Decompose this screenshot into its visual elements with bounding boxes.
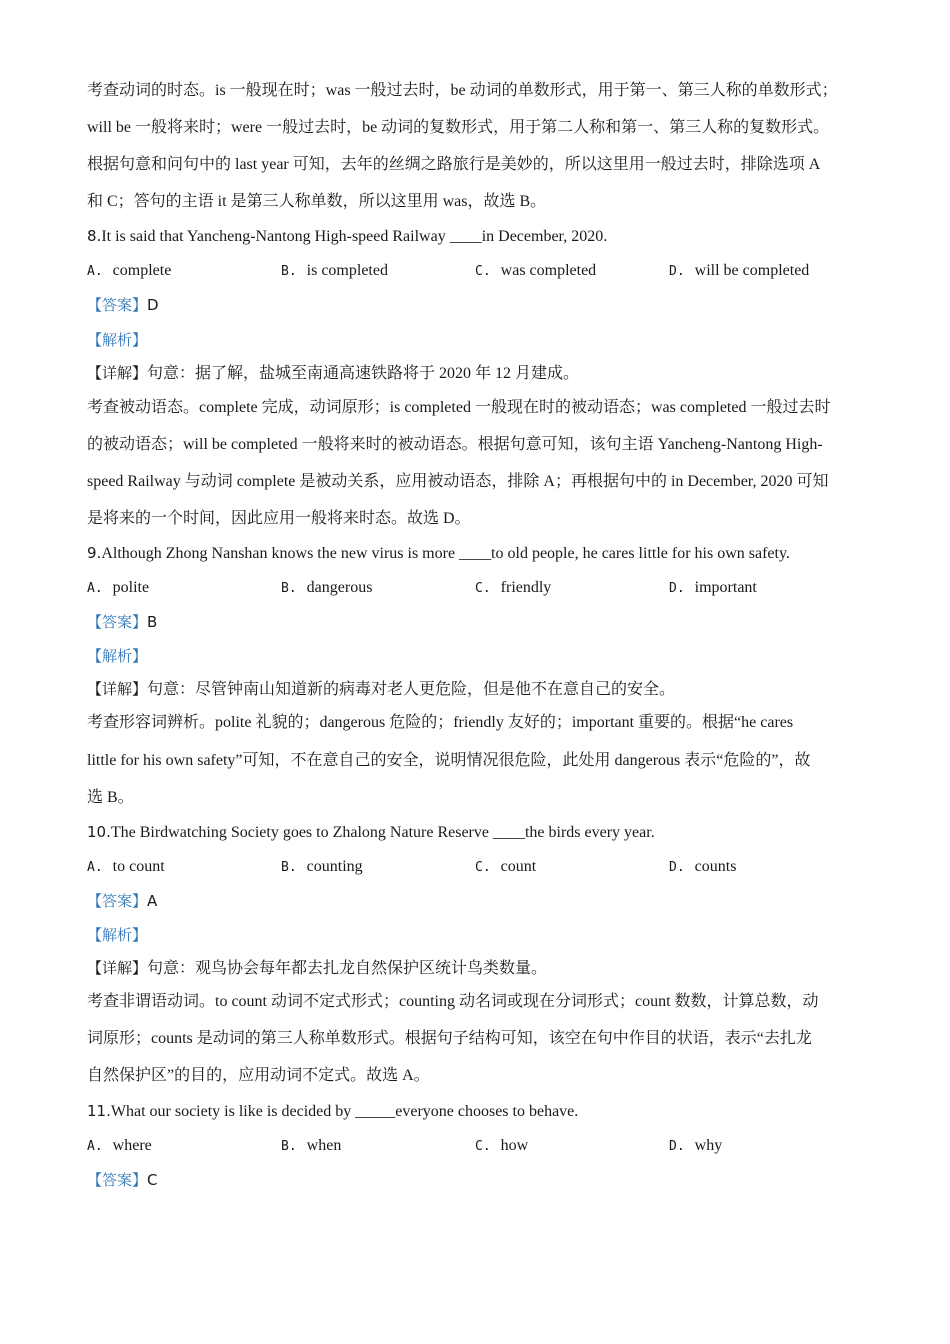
option-a: A. polite — [87, 579, 150, 596]
prev-explanation-line: will be 一般将来时；were 一般过去时，be 动词的复数形式，用于第二人称和第一、第三人称的复数形式。 — [87, 119, 830, 136]
detail-line: 【详解】句意：据了解，盐城至南通高速铁路将于 2020 年 12 月建成。 — [87, 364, 580, 382]
answer-value: D — [147, 296, 159, 314]
option-c: C. how — [475, 1137, 529, 1154]
question-number: 8. — [87, 227, 102, 245]
explanation-line: speed Railway 与动词 complete 是被动关系，应用被动语态，排除 A；再根据句中的 in December, 2020 可知 — [87, 473, 829, 490]
explanation-line: 词原形；counts 是动词的第三人称单数形式。根据句子结构可知，该空在句中作目的状语，表示“去扎龙 — [87, 1030, 812, 1047]
option-b: B. dangerous — [281, 579, 373, 596]
option-c: C. count — [475, 858, 537, 875]
answer-line: 【答案】D — [87, 296, 159, 314]
prev-explanation-line: 考查动词的时态。is 一般现在时；was 一般过去时，be 动词的单数形式，用于第一、第三人称的单数形式； — [87, 82, 838, 99]
explanation-line: 自然保护区”的目的，应用动词不定式。故选 A。 — [87, 1067, 430, 1084]
explanation-line: 考查被动语态。complete 完成，动词原形；is completed 一般现在时的被动语态；was completed 一般过去时 — [87, 399, 831, 416]
detail-line: 【详解】句意：尽管钟南山知道新的病毒对老人更危险，但是他不在意自己的安全。 — [87, 680, 676, 698]
question-text: It is said that Yancheng-Nantong High-speed Railway ____in December, 2020. — [101, 228, 608, 245]
explanation-line: 选 B。 — [87, 789, 134, 806]
option-b: B. counting — [281, 858, 363, 875]
question-8-stem — [87, 225, 877, 248]
prev-explanation-line: 根据句意和问句中的 last year 可知，去年的丝绸之路旅行是美妙的，所以这里用一般过去时，排除选项 A — [87, 156, 821, 173]
question-text: Although Zhong Nanshan knows the new virus is more ____to old people, he cares little for his own safety. — [101, 545, 790, 562]
explanation-line: 考查非谓语动词。to count 动词不定式形式；counting 动名词或现在分词形式；count 数数，计算总数，动 — [87, 993, 819, 1010]
question-text: The Birdwatching Society goes to Zhalong Nature Reserve ____the birds every year. — [110, 824, 655, 841]
explanation-line: little for his own safety”可知，不在意自己的安全，说明情况很危险，此处用 dangerous 表示“危险的”，故 — [87, 752, 811, 769]
detail-line: 【详解】句意：观鸟协会每年都去扎龙自然保护区统计鸟类数量。 — [87, 959, 548, 977]
explanation-line: 是将来的一个时间，因此应用一般将来时态。故选 D。 — [87, 510, 471, 527]
answer-line: 【答案】C — [87, 1171, 158, 1189]
question-number: 9. — [87, 544, 102, 562]
analysis-label: 【解析】 — [87, 926, 148, 944]
explanation-line: 考查形容词辨析。polite 礼貌的；dangerous 危险的；friendly 友好的；important 重要的。根据“he cares — [87, 714, 794, 731]
question-11-stem — [87, 1100, 877, 1123]
prev-explanation-line: 和 C；答句的主语 it 是第三人称单数，所以这里用 was，故选 B。 — [87, 193, 547, 210]
analysis-label: 【解析】 — [87, 331, 148, 349]
question-number: 11. — [87, 1102, 111, 1120]
option-c: C. was completed — [475, 262, 597, 279]
question-number: 10. — [87, 823, 111, 841]
question-9-stem — [87, 542, 877, 565]
option-c: C. friendly — [475, 579, 552, 596]
explanation-line: 的被动语态；will be completed 一般将来时的被动语态。根据句意可知，该句主语 Yancheng-Nantong High- — [87, 436, 823, 453]
option-b: B. when — [281, 1137, 342, 1154]
option-a: A. to count — [87, 858, 165, 875]
option-a: A. where — [87, 1137, 152, 1154]
question-text: What our society is like is decided by _____everyone chooses to behave. — [110, 1103, 579, 1120]
analysis-label: 【解析】 — [87, 647, 148, 665]
answer-value: A — [147, 892, 158, 910]
option-d: D. why — [669, 1137, 723, 1154]
question-10-stem — [87, 821, 877, 844]
option-d: D. will be completed — [669, 262, 810, 279]
answer-line: 【答案】A — [87, 892, 158, 910]
option-a: A. complete — [87, 262, 172, 279]
option-d: D. counts — [669, 858, 737, 875]
option-d: D. important — [669, 579, 757, 596]
answer-value: B — [147, 613, 158, 631]
answer-line: 【答案】B — [87, 613, 158, 631]
answer-value: C — [147, 1171, 158, 1189]
option-b: B. is completed — [281, 262, 388, 279]
